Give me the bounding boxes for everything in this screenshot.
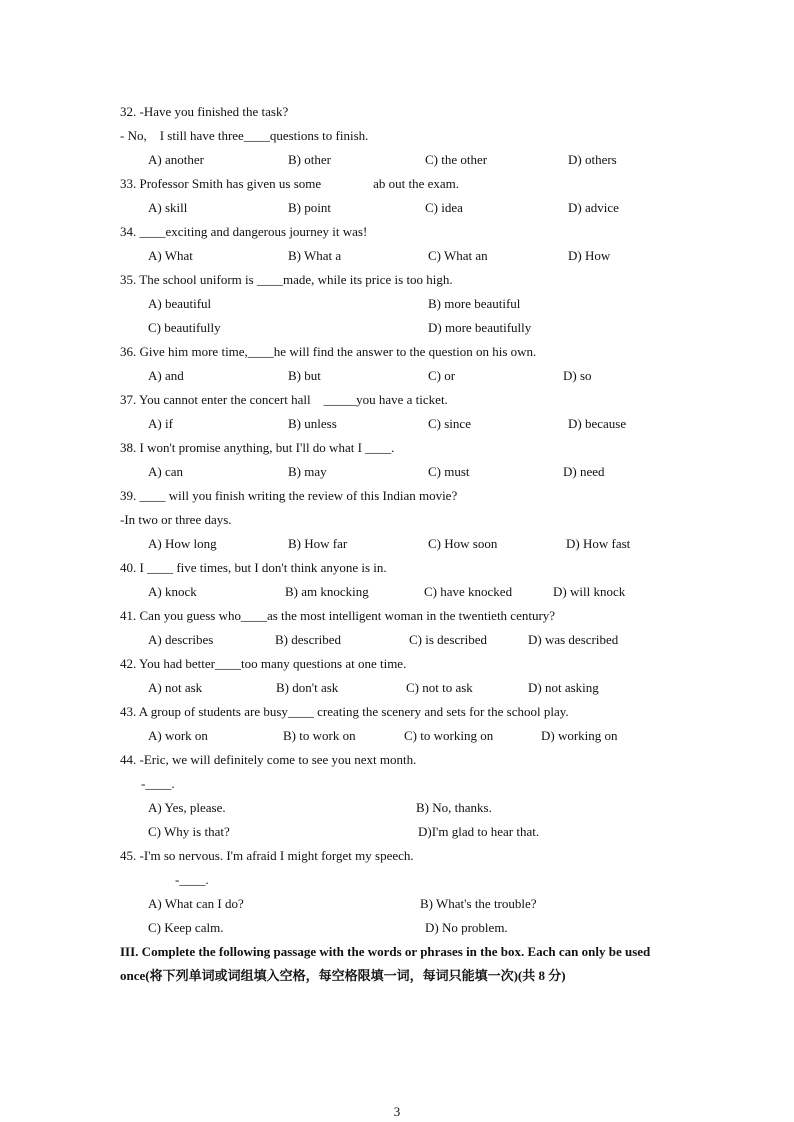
question-45 — [0, 844, 794, 868]
section-heading-line1: III. Complete the following passage with the words or phrases in the box. Each can only be used — [120, 944, 651, 959]
answer-line — [0, 772, 794, 796]
option-c: C) What an — [428, 248, 488, 263]
option-b: B) No, thanks. — [416, 800, 492, 815]
option-d: D) How fast — [566, 536, 631, 551]
option-a: A) another — [148, 152, 204, 167]
options-row — [0, 292, 794, 316]
option-c: C) must — [428, 464, 470, 479]
question-stem: 40. I ____ five times, but I don't think anyone is in. — [120, 560, 387, 575]
options-row — [0, 580, 794, 604]
option-c: C) How soon — [428, 536, 498, 551]
option-b: B) How far — [288, 536, 348, 551]
options-row — [0, 244, 794, 268]
section-heading — [0, 940, 794, 964]
option-d: D) How — [568, 248, 611, 263]
option-d: D) so — [563, 368, 592, 383]
question-34 — [0, 220, 794, 244]
option-a: A) skill — [148, 200, 188, 215]
question-stem: 36. Give him more time,____he will find the answer to the question on his own. — [120, 344, 537, 359]
options-row — [0, 916, 794, 940]
option-a: A) can — [148, 464, 184, 479]
question-stem: 44. -Eric, we will definitely come to see you next month. — [120, 752, 417, 767]
question-stem: 39. ____ will you finish writing the review of this Indian movie? — [120, 488, 458, 503]
option-b: B) may — [288, 464, 327, 479]
option-d: D) was described — [528, 632, 619, 647]
option-d: D) more beautifully — [428, 320, 532, 335]
question-38 — [0, 436, 794, 460]
options-row — [0, 316, 794, 340]
option-c: C) Why is that? — [148, 824, 230, 839]
answer-line — [0, 868, 794, 892]
options-row — [0, 820, 794, 844]
answer-line — [0, 508, 794, 532]
options-row — [0, 148, 794, 172]
option-a: A) not ask — [148, 680, 203, 695]
option-c: C) have knocked — [424, 584, 513, 599]
answer-text: -In two or three days. — [120, 512, 232, 527]
option-a: A) work on — [148, 728, 208, 743]
question-stem: 35. The school uniform is ____made, while its price is too high. — [120, 272, 453, 287]
options-row — [0, 724, 794, 748]
option-a: A) Yes, please. — [148, 800, 226, 815]
option-a: A) if — [148, 416, 173, 431]
option-b: B) to work on — [283, 728, 356, 743]
options-row — [0, 628, 794, 652]
option-b: B) described — [275, 632, 342, 647]
answer-text: -____. — [175, 872, 209, 887]
option-c: C) beautifully — [148, 320, 221, 335]
option-b: B) am knocking — [285, 584, 369, 599]
option-d: D) because — [568, 416, 627, 431]
question-stem: 41. Can you guess who____as the most intelligent woman in the twentieth century? — [120, 608, 556, 623]
option-a: A) How long — [148, 536, 217, 551]
option-a: A) describes — [148, 632, 214, 647]
option-c: C) the other — [425, 152, 488, 167]
option-a: A) knock — [148, 584, 197, 599]
option-b: B) but — [288, 368, 321, 383]
options-row — [0, 364, 794, 388]
option-b: B) unless — [288, 416, 337, 431]
question-42 — [0, 652, 794, 676]
question-35 — [0, 268, 794, 292]
question-stem: 38. I won't promise anything, but I'll do what I ____. — [120, 440, 395, 455]
question-36 — [0, 340, 794, 364]
option-c: C) is described — [409, 632, 487, 647]
option-b: B) more beautiful — [428, 296, 521, 311]
section-heading — [0, 964, 794, 988]
option-b: B) What a — [288, 248, 342, 263]
question-41 — [0, 604, 794, 628]
option-a: A) beautiful — [148, 296, 212, 311]
section-heading-line2: once(将下列单词或词组填入空格，每空格限填一词，每词只能填一次)(共 8 分) — [120, 968, 566, 983]
option-d: D) working on — [541, 728, 618, 743]
option-c: C) idea — [425, 200, 463, 215]
question-32 — [0, 100, 794, 124]
question-33 — [0, 172, 794, 196]
option-b: B) What's the trouble? — [420, 896, 537, 911]
option-d: D) No problem. — [425, 920, 508, 935]
option-b: B) other — [288, 152, 331, 167]
question-stem: 45. -I'm so nervous. I'm afraid I might forget my speech. — [120, 848, 414, 863]
question-stem: 32. -Have you finished the task? — [120, 104, 289, 119]
option-d: D) not asking — [528, 680, 599, 695]
question-stem: 33. Professor Smith has given us some ab out the exam. — [120, 176, 460, 191]
question-44 — [0, 748, 794, 772]
options-row — [0, 532, 794, 556]
option-b: B) point — [288, 200, 331, 215]
question-stem: 43. A group of students are busy____ creating the scenery and sets for the school play. — [120, 704, 569, 719]
option-d: D) advice — [568, 200, 619, 215]
question-stem: 42. You had better____too many questions at one time. — [120, 656, 407, 671]
question-37 — [0, 388, 794, 412]
page-number: 3 — [393, 1104, 401, 1119]
option-a: A) and — [148, 368, 184, 383]
option-c: C) Keep calm. — [148, 920, 224, 935]
option-c: C) not to ask — [406, 680, 473, 695]
option-c: C) to working on — [404, 728, 494, 743]
option-c: C) since — [428, 416, 471, 431]
question-39 — [0, 484, 794, 508]
options-row — [0, 196, 794, 220]
option-d: D)I'm glad to hear that. — [418, 824, 540, 839]
answer-text: -____. — [141, 776, 175, 791]
question-stem: 37. You cannot enter the concert hall _____you have a ticket. — [120, 392, 448, 407]
answer-line — [0, 124, 794, 148]
option-a: A) What can I do? — [148, 896, 244, 911]
options-row — [0, 892, 794, 916]
option-d: D) others — [568, 152, 617, 167]
option-d: D) need — [563, 464, 605, 479]
options-row — [0, 796, 794, 820]
option-a: A) What — [148, 248, 193, 263]
option-c: C) or — [428, 368, 456, 383]
question-43 — [0, 700, 794, 724]
option-d: D) will knock — [553, 584, 626, 599]
options-row — [0, 412, 794, 436]
option-b: B) don't ask — [276, 680, 339, 695]
options-row — [0, 676, 794, 700]
question-stem: 34. ____exciting and dangerous journey it was! — [120, 224, 368, 239]
question-40 — [0, 556, 794, 580]
options-row — [0, 460, 794, 484]
answer-text: - No, I still have three____questions to finish. — [120, 128, 369, 143]
